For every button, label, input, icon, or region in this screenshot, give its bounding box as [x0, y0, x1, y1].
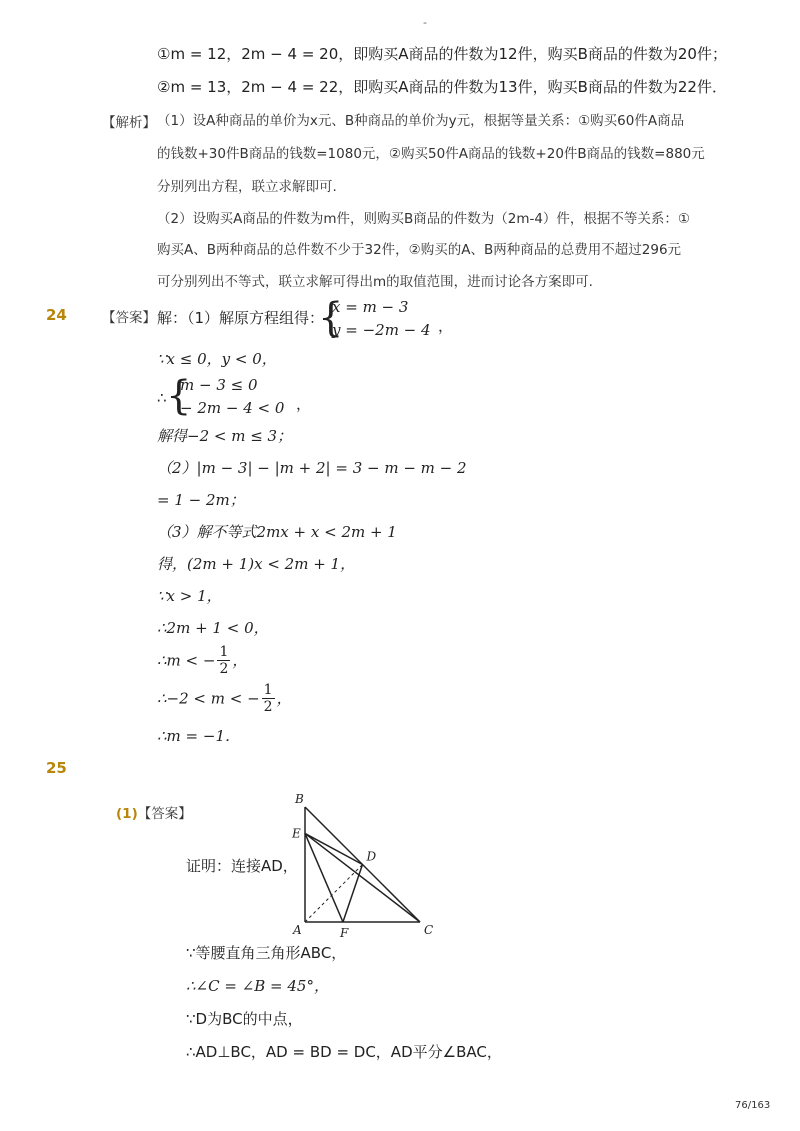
- page-number: 76/163: [735, 1100, 771, 1111]
- prev-case-1: ①m = 12，2m − 4 = 20，即购买A商品的件数为12件，购买B商品的件数为20件；: [157, 45, 727, 63]
- q24-line11-prefix: ∴m < −: [157, 651, 216, 670]
- q25-line3: ∵D为BC的中点，: [186, 1010, 303, 1028]
- q24-line6: = 1 − 2m；: [157, 491, 245, 509]
- fraction-numerator: 1: [263, 682, 273, 698]
- part-label: (1): [116, 806, 138, 822]
- answer-tag-24: 【答案】: [102, 310, 156, 326]
- analysis-p1-line2: 的钱数+30件B商品的钱数=1080元，②购买50件A商品的钱数+20件B商品的钱数=880元: [157, 146, 705, 162]
- fraction-denominator: 2: [219, 661, 229, 677]
- q24-line4: 解得−2 < m ≤ 3；: [157, 427, 293, 445]
- q25-line2: ∴∠C = ∠B = 45°，: [186, 977, 329, 995]
- q24-line13: ∴m = −1．: [157, 727, 240, 745]
- q24-line7: （3）解不等式2mx + x < 2m + 1: [157, 523, 397, 541]
- question-number-24: 24: [46, 306, 67, 324]
- q25-line4: ∴AD⊥BC，AD = BD = DC，AD平分∠BAC，: [186, 1043, 502, 1061]
- point-label-a: A: [293, 923, 302, 937]
- q24-line11-suffix: ，: [232, 651, 248, 670]
- analysis-p2-line3: 可分别列出不等式，联立求解可得出m的取值范围，进而讨论各方案即可.: [157, 274, 593, 290]
- analysis-p2-line2: 购买A、B两种商品的总件数不少于32件，②购买的A、B两种商品的总费用不超过296元: [157, 242, 682, 258]
- point-label-d: D: [366, 849, 377, 864]
- analysis-tag: 【解析】: [102, 115, 156, 131]
- q25-line1: ∵等腰直角三角形ABC，: [186, 944, 347, 962]
- segment-ef: [305, 833, 343, 922]
- system1-row1: x = m − 3: [332, 298, 409, 316]
- q24-line12-suffix: ，: [276, 689, 292, 708]
- point-label-c: C: [424, 923, 434, 937]
- equation-system-2: [166, 374, 316, 420]
- segment-ed: [305, 833, 363, 864]
- system2-suffix: ，: [296, 395, 312, 413]
- system1-suffix: ，: [438, 317, 454, 335]
- prev-case-2: ②m = 13，2m − 4 = 22，即购买A商品的件数为13件，购买B商品的件数为22件．: [157, 78, 727, 96]
- q24-line12: [157, 682, 292, 715]
- fraction-one-half-b: [262, 682, 275, 715]
- point-label-e: E: [292, 826, 301, 841]
- segment-ec: [305, 833, 420, 922]
- proof-start: 证明：连接AD，: [186, 857, 298, 875]
- point-label-b: B: [295, 792, 304, 806]
- header-mark: -: [423, 16, 427, 29]
- equation-system-1: [318, 296, 458, 342]
- analysis-p1-line3: 分别列出方程，联立求解即可.: [157, 179, 337, 195]
- q25-part-header: [116, 802, 192, 822]
- analysis-p2-line1: （2）设购买A商品的件数为m件，则购买B商品的件数为（2m-4）件，根据不等关系：①: [157, 211, 691, 227]
- q24-line9: ∵x > 1，: [157, 587, 222, 605]
- q24-line1-prefix: 解：（1）解原方程组得：: [157, 309, 325, 327]
- fraction-denominator: 2: [263, 699, 273, 715]
- q24-line10: ∴2m + 1 < 0，: [157, 619, 269, 637]
- segment-ad: [305, 865, 363, 923]
- q24-line2: ∵x ≤ 0，y < 0，: [157, 350, 277, 368]
- brace-1: {: [318, 295, 344, 341]
- fraction-one-half-a: [217, 644, 230, 677]
- q24-line3-prefix: ∴: [157, 389, 167, 407]
- system2-row2: − 2m − 4 < 0: [180, 399, 285, 417]
- point-label-f: F: [339, 926, 349, 938]
- system2-row1: m − 3 ≤ 0: [180, 376, 258, 394]
- q24-line8: 得，(2m + 1)x < 2m + 1，: [157, 555, 356, 573]
- fraction-numerator: 1: [219, 644, 229, 660]
- q24-line5: （2）|m − 3| − |m + 2| = 3 − m − m − 2: [157, 459, 467, 477]
- q24-line12-prefix: ∴−2 < m < −: [157, 689, 260, 708]
- brace-2: {: [166, 373, 192, 419]
- answer-tag-25: 【答案】: [137, 806, 192, 822]
- question-number-25: 25: [46, 759, 67, 777]
- q24-line11: [157, 644, 247, 677]
- triangle-figure: [285, 788, 435, 938]
- analysis-p1-line1: （1）设A种商品的单价为x元、B种商品的单价为y元，根据等量关系：①购买60件A商品: [157, 113, 685, 129]
- system1-row2: y = −2m − 4: [332, 321, 431, 339]
- segment-df: [343, 865, 363, 923]
